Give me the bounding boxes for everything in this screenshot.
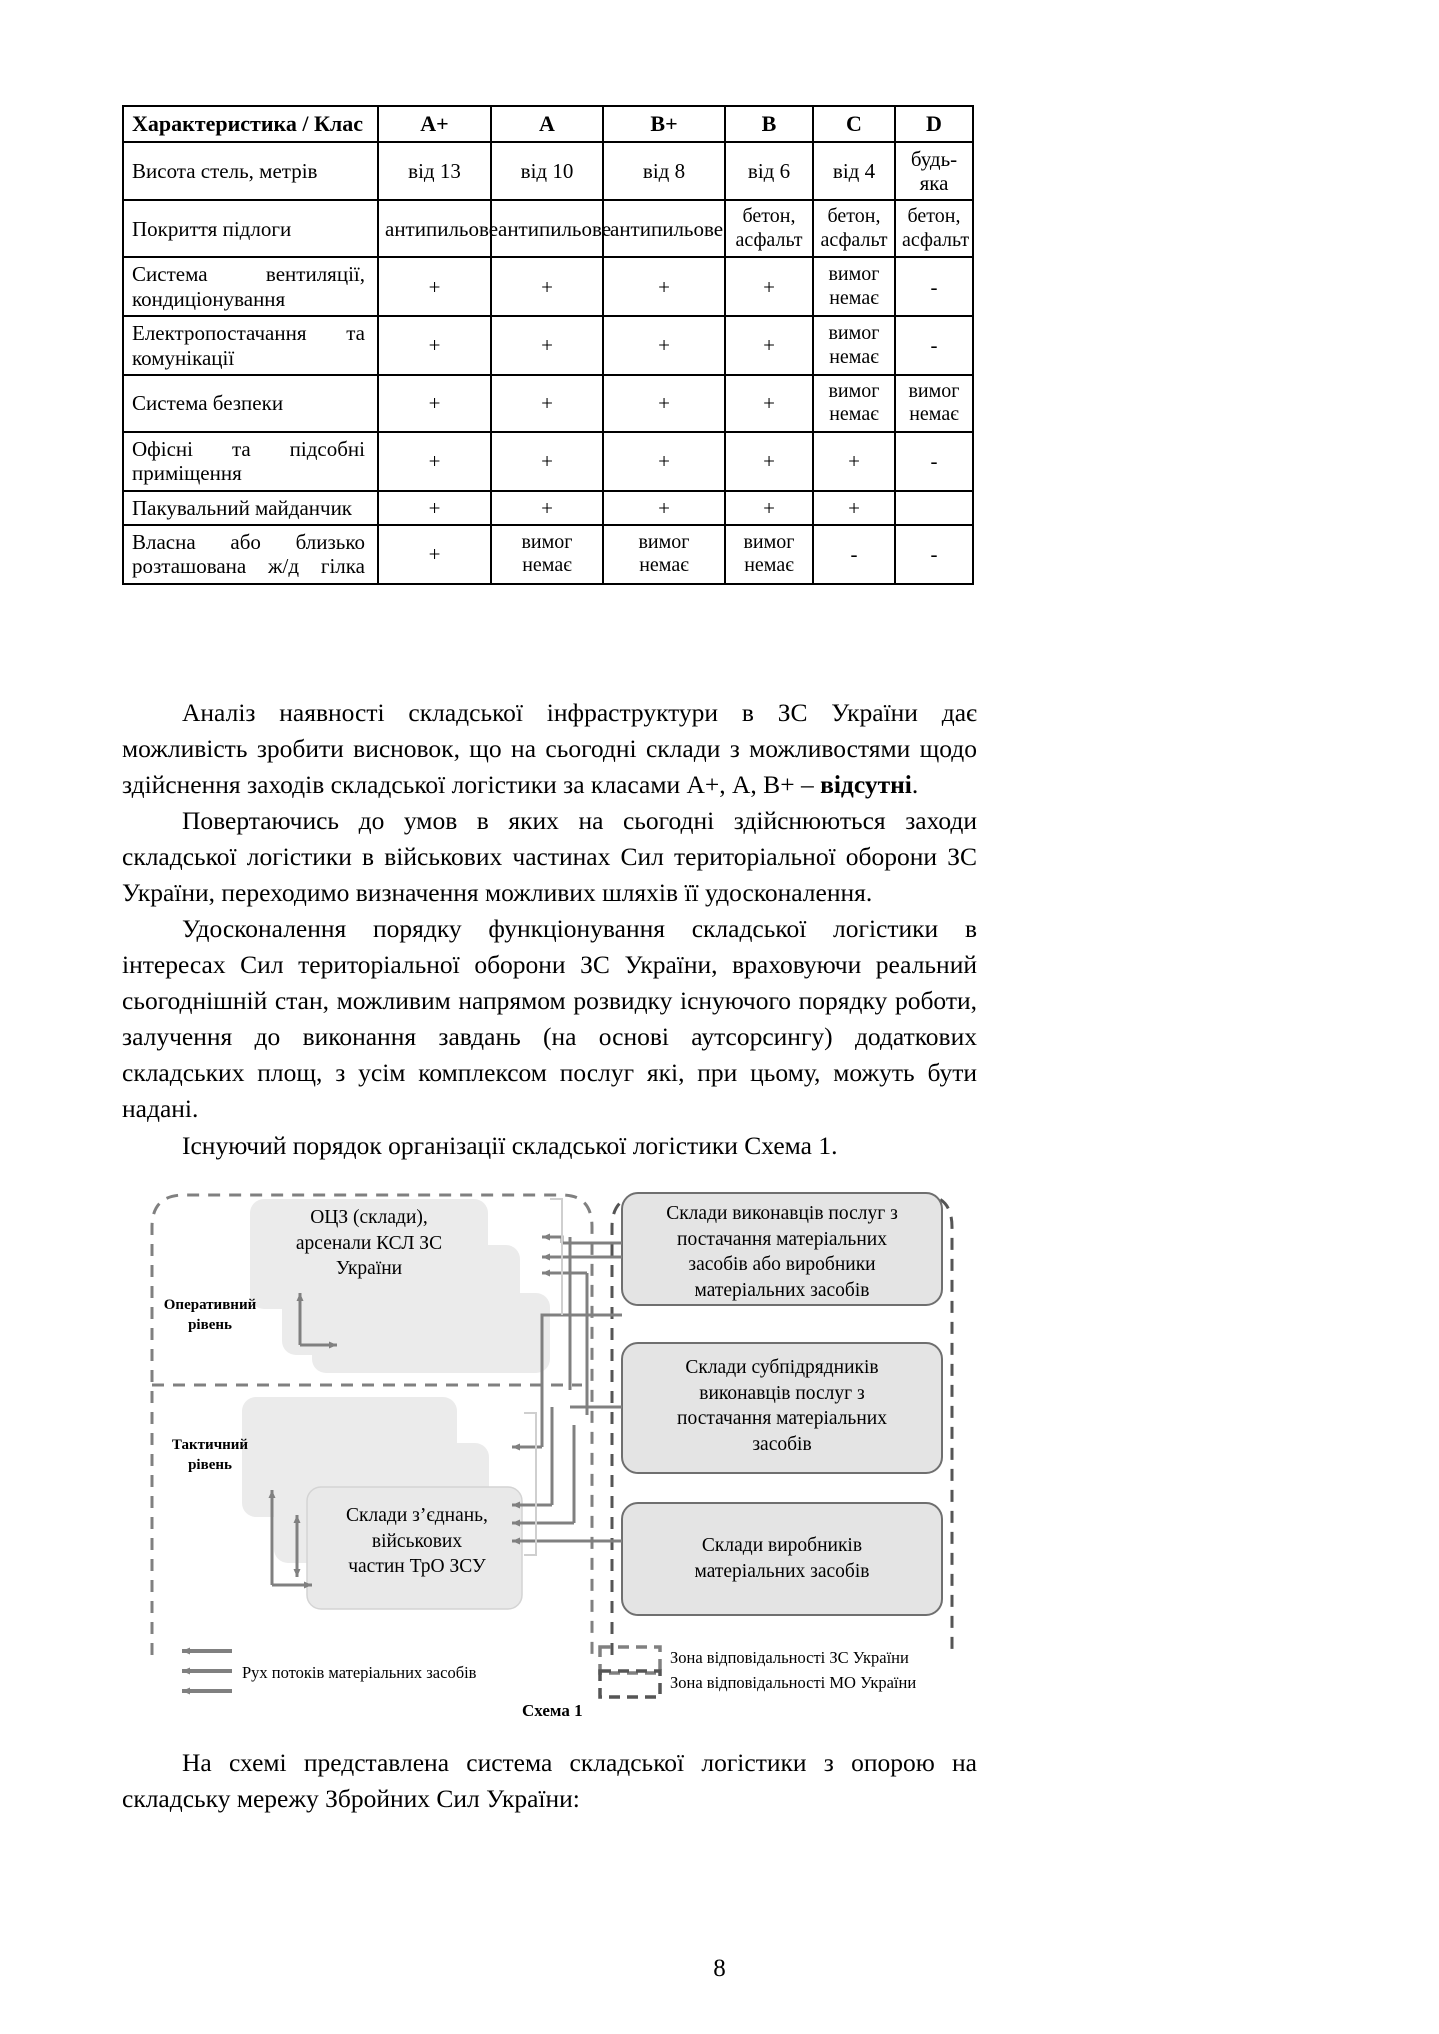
table-cell: від 8	[603, 142, 725, 201]
paragraph-analysis	[122, 695, 977, 803]
table-header-c: C	[813, 106, 895, 142]
table-header-row	[123, 106, 973, 142]
table-cell: +	[491, 316, 603, 375]
table-row	[123, 257, 973, 316]
diagram-box-units-line1: Склади з’єднань,	[346, 1505, 488, 1526]
table-cell	[895, 375, 973, 432]
paragraph-analysis-text: Аналіз наявності складської інфраструктури в ЗС України дає можливість зробити висновок, що на сьогодні склади з можливостями щодо здійснення заходів складської логістики за класами А+, А, В+ –	[122, 698, 977, 799]
table-cell: від 10	[491, 142, 603, 201]
diagram-box-manufacturers-line1: Склади виробників	[701, 1535, 863, 1556]
table-cell-line: немає	[829, 345, 879, 368]
table-row-label: Система безпеки	[123, 375, 378, 432]
paragraph-analysis-bold: відсутні	[820, 770, 912, 799]
table-cell: -	[895, 432, 973, 491]
table-cell: +	[813, 432, 895, 491]
table-cell	[813, 375, 895, 432]
table-cell-line: вимог	[638, 530, 690, 553]
table-cell-line: вимог	[908, 379, 960, 402]
table-cell	[813, 316, 895, 375]
paragraph-scheme-description: На схемі представлена система складської логістики з опорою на складську мережу Збройних Сил України:	[122, 1748, 977, 1813]
table-cell-line: немає	[829, 403, 879, 426]
table-header	[123, 106, 973, 142]
table-cell: від 13	[378, 142, 491, 201]
diagram-box-providers-line4: матеріальних засобів	[694, 1280, 870, 1302]
diagram-box-subcontractors-line3: постачання матеріальних	[677, 1408, 887, 1430]
table-cell: антипильове	[378, 200, 491, 257]
table-cell: +	[603, 375, 725, 432]
warehouse-class-table	[122, 105, 974, 585]
diagram-box-ocz-line1: ОЦЗ (склади),	[310, 1207, 428, 1228]
page-number: 8	[713, 1955, 726, 1982]
legend-flows-label: Рух потоків матеріальних засобів	[242, 1663, 477, 1682]
diagram-box-providers-line2: постачання матеріальних	[677, 1228, 887, 1250]
table-cell	[813, 257, 895, 316]
diagram-box-subcontractors-line2: виконавців послуг з	[699, 1382, 865, 1404]
table-cell	[813, 200, 895, 257]
table-cell-line: немає	[522, 554, 572, 577]
table-cell: +	[725, 316, 813, 375]
table-cell: +	[378, 375, 491, 432]
table-cell: -	[895, 316, 973, 375]
table-cell: +	[378, 316, 491, 375]
table-cell	[725, 200, 813, 257]
table-header-a: A	[491, 106, 603, 142]
diagram-box-manufacturers	[626, 1533, 938, 1584]
table-cell: +	[491, 491, 603, 525]
table-cell	[895, 200, 973, 257]
diagram-level-operational-line1: Оперативний	[163, 1297, 257, 1313]
table-row	[123, 375, 973, 432]
diagram-box-ocz-line2: арсенали КСЛ ЗС	[295, 1232, 443, 1254]
table-cell: +	[603, 316, 725, 375]
diagram-box-providers	[626, 1201, 938, 1304]
table-cell-line: немає	[639, 554, 689, 577]
table-cell: +	[725, 257, 813, 316]
table-cell: +	[603, 432, 725, 491]
table-cell: +	[725, 491, 813, 525]
diagram-box-subcontractors-line4: засобів	[752, 1434, 812, 1456]
table-cell-line: немає	[744, 554, 794, 577]
table-row-label: Висота стель, метрів	[123, 142, 378, 201]
table-cell-line: асфальт	[820, 228, 888, 251]
table-cell: +	[378, 257, 491, 316]
table-row-label: Система вентиляції, кондиціонування	[123, 257, 378, 316]
table-row	[123, 142, 973, 201]
table-cell-line: вимог	[828, 263, 880, 286]
table-cell-line: вимог	[828, 379, 880, 402]
paragraph-analysis-tail: .	[911, 770, 919, 799]
table-cell: від 4	[813, 142, 895, 201]
table-body	[123, 142, 973, 584]
table-cell-line: немає	[829, 286, 879, 309]
table-cell: +	[603, 491, 725, 525]
table-row	[123, 200, 973, 257]
table-cell	[603, 525, 725, 584]
diagram-box-providers-line1: Склади виконавців послуг з	[666, 1203, 898, 1224]
diagram-box-providers-line3: засобів або виробники	[688, 1254, 876, 1276]
table-cell: +	[813, 491, 895, 525]
diagram-level-tactical-line2: рівень	[188, 1457, 232, 1474]
table-cell: +	[491, 375, 603, 432]
table-cell: +	[491, 432, 603, 491]
table-row-label: Пакувальний майданчик	[123, 491, 378, 525]
table-cell-line: бетон,	[742, 205, 796, 228]
table-row	[123, 432, 973, 491]
table-cell-line: бетон,	[907, 205, 961, 228]
table-cell-line: вимог	[521, 530, 573, 553]
table-cell-line: асфальт	[735, 228, 803, 251]
diagram-level-tactical-line1: Тактичний	[171, 1437, 249, 1453]
table-cell: -	[895, 525, 973, 584]
table-row	[123, 491, 973, 525]
diagram-level-operational-line2: рівень	[188, 1317, 232, 1334]
table-cell-line: вимог	[828, 321, 880, 344]
table-cell: +	[725, 432, 813, 491]
table-cell: +	[603, 257, 725, 316]
table-cell: +	[725, 375, 813, 432]
table-header-b: B	[725, 106, 813, 142]
table-header-bplus: B+	[603, 106, 725, 142]
table-header-aplus: A+	[378, 106, 491, 142]
paragraph-improvement: Удосконалення порядку функціонування складської логістики в інтересах Сил територіальної оборони ЗС України, враховуючи реальний сьогоднішній стан, можливим напрямом розвидку існуючого порядку роботи, залучення до виконання завдань (на основі аутсорсингу) додаткових складських площ, з усім комплексом послуг які, при цьому, можуть бути надані.	[122, 914, 977, 1123]
table-cell: антипильове	[603, 200, 725, 257]
diagram-level-tactical	[150, 1435, 270, 1476]
table-row-label: Електропостачання та комунікації	[123, 316, 378, 375]
diagram-box-units	[312, 1503, 522, 1580]
table-cell: -	[813, 525, 895, 584]
table-header-characteristic: Характеристика / Клас	[123, 106, 378, 142]
scheme-caption: Схема 1	[522, 1701, 583, 1720]
table-cell-line: немає	[909, 403, 959, 426]
diagram-box-units-line3: частин ТрО ЗСУ	[348, 1556, 486, 1578]
table-cell: від 6	[725, 142, 813, 201]
table-cell	[895, 491, 973, 525]
table-cell: +	[378, 525, 491, 584]
paragraph-returning: Повертаючись до умов в яких на сьогодні здійснюються заходи складської логістики в військових частинах Сил територіальної оборони ЗС України, переходимо визначення можливих шляхів її удосконалення.	[122, 806, 977, 907]
table-cell: +	[378, 491, 491, 525]
table-cell	[725, 525, 813, 584]
table-cell: -	[895, 257, 973, 316]
table-cell-line: асфальт	[902, 228, 970, 251]
table-row-label: Офісні та підсобні приміщення	[123, 432, 378, 491]
diagram-box-units-line2: військових	[371, 1530, 463, 1552]
diagram-box-manufacturers-line2: матеріальних засобів	[694, 1560, 870, 1582]
table-header-d: D	[895, 106, 973, 142]
table-cell: антипильове	[491, 200, 603, 257]
legend-zone-mo-label: Зона відповідальності МО України	[670, 1673, 917, 1692]
diagram-box-subcontractors-line1: Склади субпідрядників	[685, 1357, 879, 1378]
table-row-label: Покриття підлоги	[123, 200, 378, 257]
diagram-box-subcontractors	[626, 1355, 938, 1458]
table-cell-line: вимог	[743, 530, 795, 553]
warehouse-class-table-wrapper	[122, 105, 972, 585]
diagram-level-operational	[150, 1295, 270, 1336]
table-row	[123, 525, 973, 584]
table-cell: будь-яка	[895, 142, 973, 201]
diagram-box-ocz	[250, 1205, 488, 1282]
paragraph-existing-order: Існуючий порядок організації складської логістики Схема 1.	[182, 1131, 838, 1160]
diagram-box-ocz-line3: України	[335, 1258, 403, 1280]
table-cell-line: бетон,	[827, 205, 881, 228]
table-cell	[491, 525, 603, 584]
logistics-scheme-diagram	[122, 1185, 982, 1720]
table-cell: +	[491, 257, 603, 316]
legend-zone-zsu-label: Зона відповідальності ЗС України	[670, 1648, 909, 1667]
table-cell: +	[378, 432, 491, 491]
table-row	[123, 316, 973, 375]
table-row-label: Власна або близько розташована ж/д гілка	[123, 525, 378, 584]
